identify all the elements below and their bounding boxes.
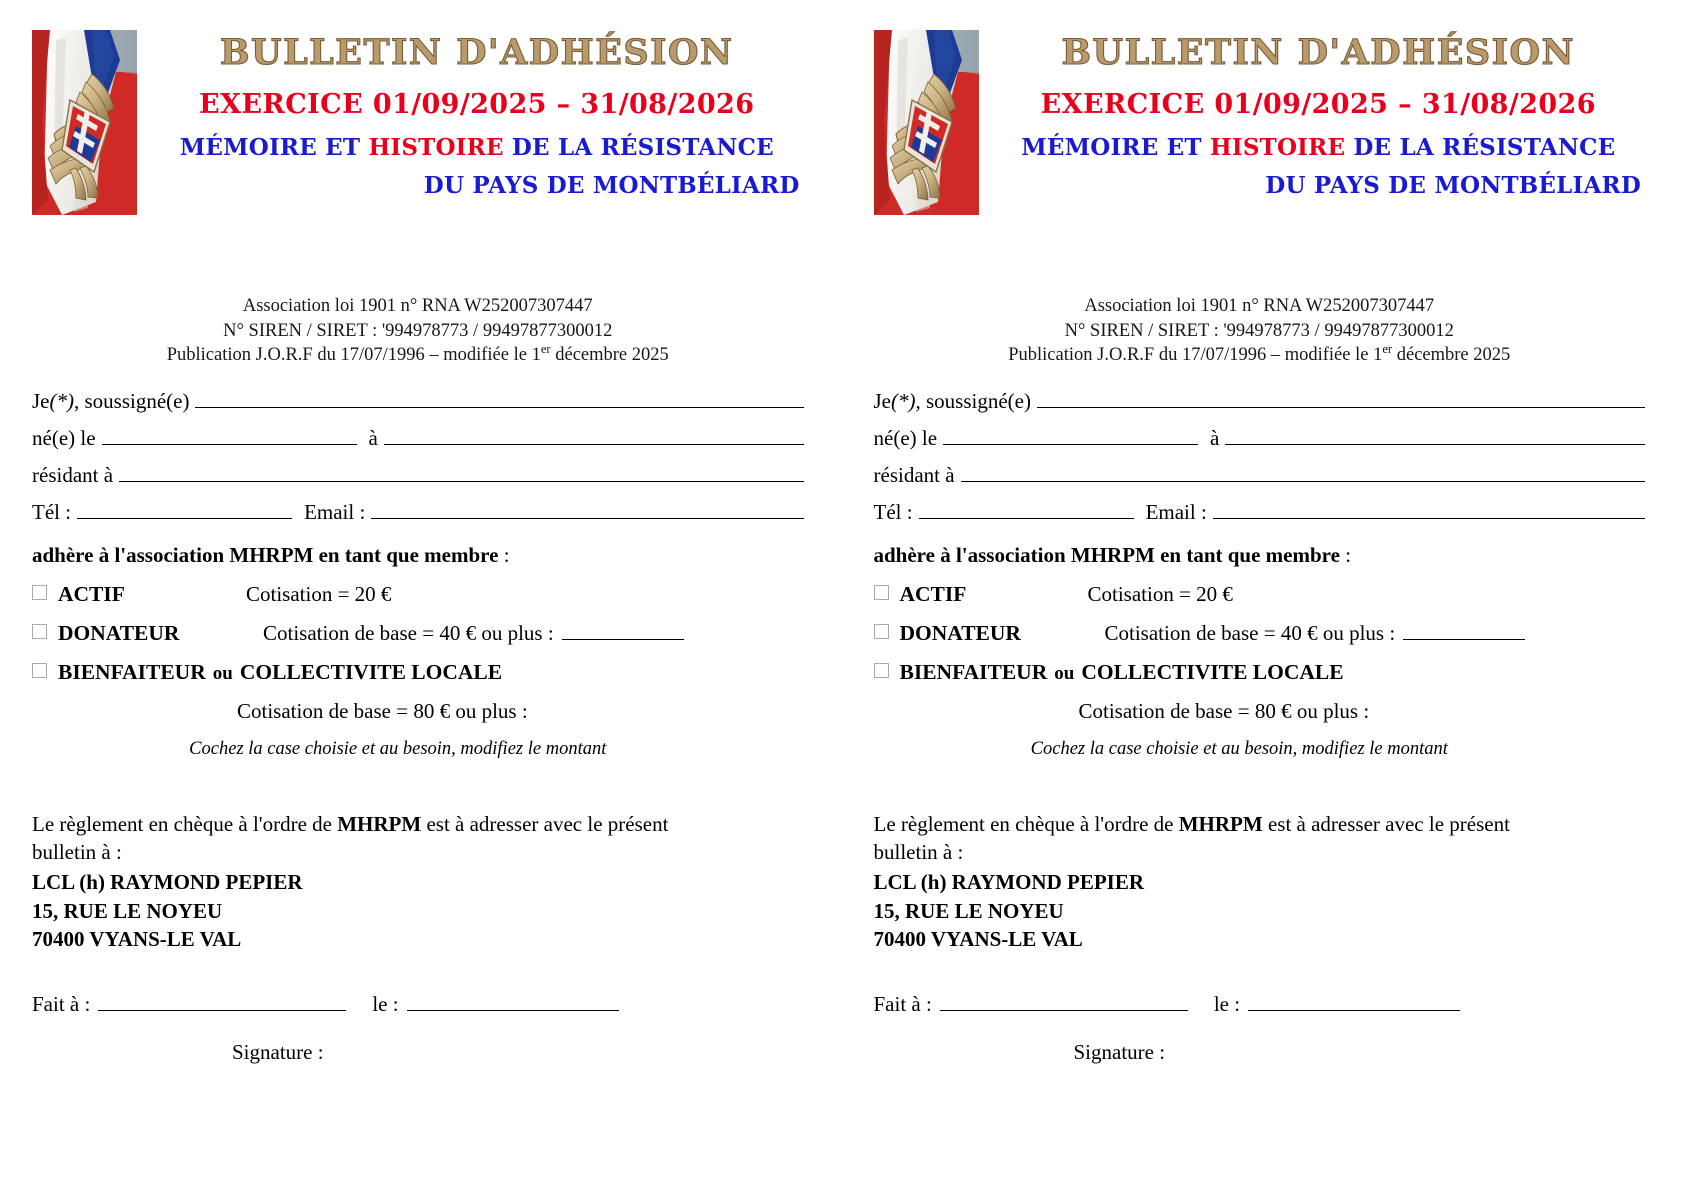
legal-publication: [32, 343, 804, 368]
field-row-soussigne: [32, 389, 804, 412]
input-lieu-naissance[interactable]: [1225, 426, 1645, 445]
option-label-ou: ou: [1054, 662, 1075, 684]
membership-heading: [32, 542, 804, 567]
org-part-1: MÉMOIRE ET: [179, 133, 369, 161]
option-label-ou: ou: [212, 662, 233, 684]
label-ne-le: né(e) le: [32, 425, 96, 450]
legal-rna: Association loi 1901 n° RNA W252007307447: [242, 296, 593, 316]
legal-siren-siret: N° SIREN / SIRET : '994978773 / 99497877300012: [223, 320, 613, 341]
payment-text-b: est à adresser avec le présent: [421, 811, 669, 836]
page-title: BULLETIN D'ADHÉSION: [219, 32, 734, 73]
label-tel: Tél :: [873, 499, 913, 524]
membership-heading-colon: :: [1339, 542, 1352, 567]
payment-address: [32, 868, 804, 954]
page-title: BULLETIN D'ADHÉSION: [1061, 32, 1576, 73]
input-montant-donateur[interactable]: [1403, 622, 1525, 640]
field-row-naissance: [874, 426, 1646, 449]
input-date-naissance[interactable]: [943, 426, 1198, 445]
field-row-residence: [32, 463, 804, 486]
membership-heading-text: adhère à l'association MHRPM en tant que membre: [873, 542, 1340, 567]
organisation-name-line1: [150, 134, 804, 161]
org-part-histoire: HISTOIRE: [368, 133, 504, 161]
address-line-2: 15, RUE LE NOYEU: [873, 898, 1064, 923]
payment-text-a: Le règlement en chèque à l'ordre de: [873, 811, 1179, 836]
option-label-collectivite: COLLECTIVITE LOCALE: [1081, 659, 1344, 684]
input-montant-donateur[interactable]: [562, 622, 684, 640]
option-label-collectivite: COLLECTIVITE LOCALE: [239, 659, 503, 684]
membership-heading-text: adhère à l'association MHRPM en tant que membre: [32, 542, 499, 567]
label-soussigne: , soussigné(e): [74, 388, 190, 413]
organisation-name-line1: [992, 134, 1646, 161]
field-row-residence: [874, 463, 1646, 486]
input-fait-a[interactable]: [98, 992, 346, 1011]
option-bienfaiteur[interactable]: [32, 659, 804, 684]
option-bienfaiteur[interactable]: [874, 659, 1646, 684]
checkbox-icon-actif[interactable]: [32, 585, 47, 600]
legal-info-block: [32, 294, 804, 368]
label-a: à: [368, 425, 378, 450]
label-residant: résidant à: [873, 462, 955, 487]
legal-rna: Association loi 1901 n° RNA W252007307447: [1084, 296, 1435, 316]
payment-text-a: Le règlement en chèque à l'ordre de: [32, 811, 338, 836]
label-soussigne: , soussigné(e): [915, 388, 1031, 413]
option-label-actif: ACTIF: [58, 581, 125, 606]
membership-note: Cochez la case choisie et au besoin, modifiez le montant: [1030, 739, 1448, 760]
exercice-subtitle: EXERCICE 01/09/2025 – 31/08/2026: [199, 88, 755, 120]
payment-text-b: est à adresser avec le présent: [1262, 811, 1510, 836]
input-email[interactable]: [371, 500, 803, 519]
document-header: [32, 22, 804, 290]
option-label-bienfaiteur: BIENFAITEUR: [899, 659, 1048, 684]
input-fait-a[interactable]: [940, 992, 1188, 1011]
field-row-contact: [32, 500, 804, 523]
label-le: le :: [1213, 991, 1241, 1016]
checkbox-icon-donateur[interactable]: [32, 624, 47, 639]
option-cost-donateur: Cotisation de base = 40 € ou plus :: [1104, 621, 1396, 646]
input-soussigne[interactable]: [1037, 389, 1645, 408]
membership-note: Cochez la case choisie et au besoin, modifiez le montant: [189, 739, 607, 760]
checkbox-icon-bienfaiteur[interactable]: [874, 663, 889, 678]
legal-info-block: [874, 294, 1646, 368]
input-adresse[interactable]: [961, 463, 1645, 482]
membership-heading-colon: :: [498, 542, 510, 567]
label-signature: Signature :: [1073, 1039, 1166, 1064]
option-cost-actif: Cotisation = 20 €: [246, 581, 392, 606]
option-cost-bienfaiteur: Cotisation de base = 80 € ou plus :: [1078, 699, 1370, 724]
field-row-naissance: [32, 426, 804, 449]
field-row-fait-a: [874, 992, 1646, 1015]
label-le: le :: [372, 991, 399, 1016]
payment-paragraph-line2: bulletin à :: [32, 839, 122, 864]
org-part-2: DE LA RÉSISTANCE: [1345, 133, 1616, 161]
legal-publication-sup: er: [540, 342, 551, 357]
input-lieu-naissance[interactable]: [384, 426, 804, 445]
legal-publication-a: Publication J.O.R.F du 17/07/1996 – modifiée le 1: [166, 345, 541, 366]
payment-address: [874, 868, 1646, 954]
input-telephone[interactable]: [77, 500, 292, 519]
organisation-name-line2: DU PAYS DE MONTBÉLIARD: [1265, 171, 1641, 199]
option-cost-donateur: Cotisation de base = 40 € ou plus :: [263, 621, 554, 646]
field-row-soussigne: [874, 389, 1646, 412]
org-part-histoire: HISTOIRE: [1209, 133, 1346, 161]
label-fait-a: Fait à :: [873, 991, 932, 1016]
legal-publication-b: décembre 2025: [550, 345, 669, 366]
legal-publication-sup: er: [1382, 342, 1393, 357]
option-label-donateur: DONATEUR: [899, 621, 1021, 646]
address-line-3: 70400 VYANS-LE VAL: [873, 927, 1083, 952]
option-label-donateur: DONATEUR: [58, 621, 180, 646]
checkbox-icon-donateur[interactable]: [874, 624, 889, 639]
label-je: Je: [873, 388, 891, 413]
input-telephone[interactable]: [919, 500, 1134, 519]
input-date-naissance[interactable]: [102, 426, 357, 445]
payment-paragraph-line2: bulletin à :: [873, 839, 964, 864]
input-date-signature[interactable]: [407, 992, 619, 1011]
payment-payee: MHRPM: [337, 811, 422, 836]
address-line-3: 70400 VYANS-LE VAL: [32, 927, 242, 952]
payment-paragraph-line1: [32, 811, 804, 839]
label-ne-le: né(e) le: [873, 425, 938, 450]
option-cost-row-bienfaiteur: [1079, 701, 1646, 722]
payment-paragraph-line1: [874, 811, 1646, 839]
form-body: [874, 389, 1646, 1063]
option-label-bienfaiteur: BIENFAITEUR: [58, 659, 206, 684]
org-part-2: DE LA RÉSISTANCE: [503, 133, 774, 161]
label-je-asterisk: (*): [891, 388, 916, 413]
option-actif[interactable]: [32, 581, 804, 606]
input-soussigne[interactable]: [195, 389, 803, 408]
org-part-1: MÉMOIRE ET: [1021, 133, 1210, 161]
field-row-fait-a: [32, 992, 804, 1015]
address-line-1: LCL (h) RAYMOND PEPIER: [873, 870, 1144, 895]
form-body: [32, 389, 804, 1063]
organisation-name-line2: DU PAYS DE MONTBÉLIARD: [423, 171, 800, 199]
label-je: Je: [32, 388, 50, 413]
label-je-asterisk: (*): [49, 388, 74, 413]
mhrpm-badge-logo: [32, 30, 137, 215]
bulletin-copy: [842, 0, 1683, 1190]
label-email: Email :: [304, 499, 366, 524]
option-donateur[interactable]: [874, 622, 1646, 645]
option-cost-row-bienfaiteur: [237, 701, 804, 722]
address-line-1: LCL (h) RAYMOND PEPIER: [32, 870, 303, 895]
membership-heading: [873, 542, 1646, 567]
label-signature: Signature :: [232, 1039, 324, 1064]
input-adresse[interactable]: [119, 463, 803, 482]
document-header: [874, 22, 1646, 290]
input-email[interactable]: [1213, 500, 1645, 519]
input-date-signature[interactable]: [1248, 992, 1460, 1011]
payment-payee: MHRPM: [1178, 811, 1263, 836]
option-cost-actif: Cotisation = 20 €: [1087, 581, 1233, 606]
option-label-actif: ACTIF: [899, 581, 967, 606]
payment-instructions: [32, 811, 804, 866]
legal-siren-siret: N° SIREN / SIRET : '994978773 / 99497877300012: [1064, 320, 1454, 341]
legal-publication-b: décembre 2025: [1392, 345, 1511, 366]
address-line-2: 15, RUE LE NOYEU: [32, 898, 223, 923]
label-fait-a: Fait à :: [32, 991, 91, 1016]
option-actif[interactable]: [874, 581, 1646, 606]
label-email: Email :: [1145, 499, 1207, 524]
exercice-subtitle: EXERCICE 01/09/2025 – 31/08/2026: [1040, 88, 1596, 120]
label-a: à: [1210, 425, 1220, 450]
checkbox-icon-bienfaiteur[interactable]: [32, 663, 47, 678]
option-cost-bienfaiteur: Cotisation de base = 80 € ou plus :: [237, 699, 528, 724]
payment-instructions: [874, 811, 1646, 866]
title-block: [992, 22, 1646, 199]
checkbox-icon-actif[interactable]: [874, 585, 889, 600]
title-block: [150, 22, 804, 199]
field-row-contact: [874, 500, 1646, 523]
option-donateur[interactable]: [32, 622, 804, 645]
mhrpm-badge-logo: [874, 30, 979, 215]
legal-publication: [874, 343, 1646, 368]
legal-publication-a: Publication J.O.R.F du 17/07/1996 – modifiée le 1: [1008, 345, 1383, 366]
label-residant: résidant à: [32, 462, 114, 487]
label-tel: Tél :: [32, 499, 72, 524]
